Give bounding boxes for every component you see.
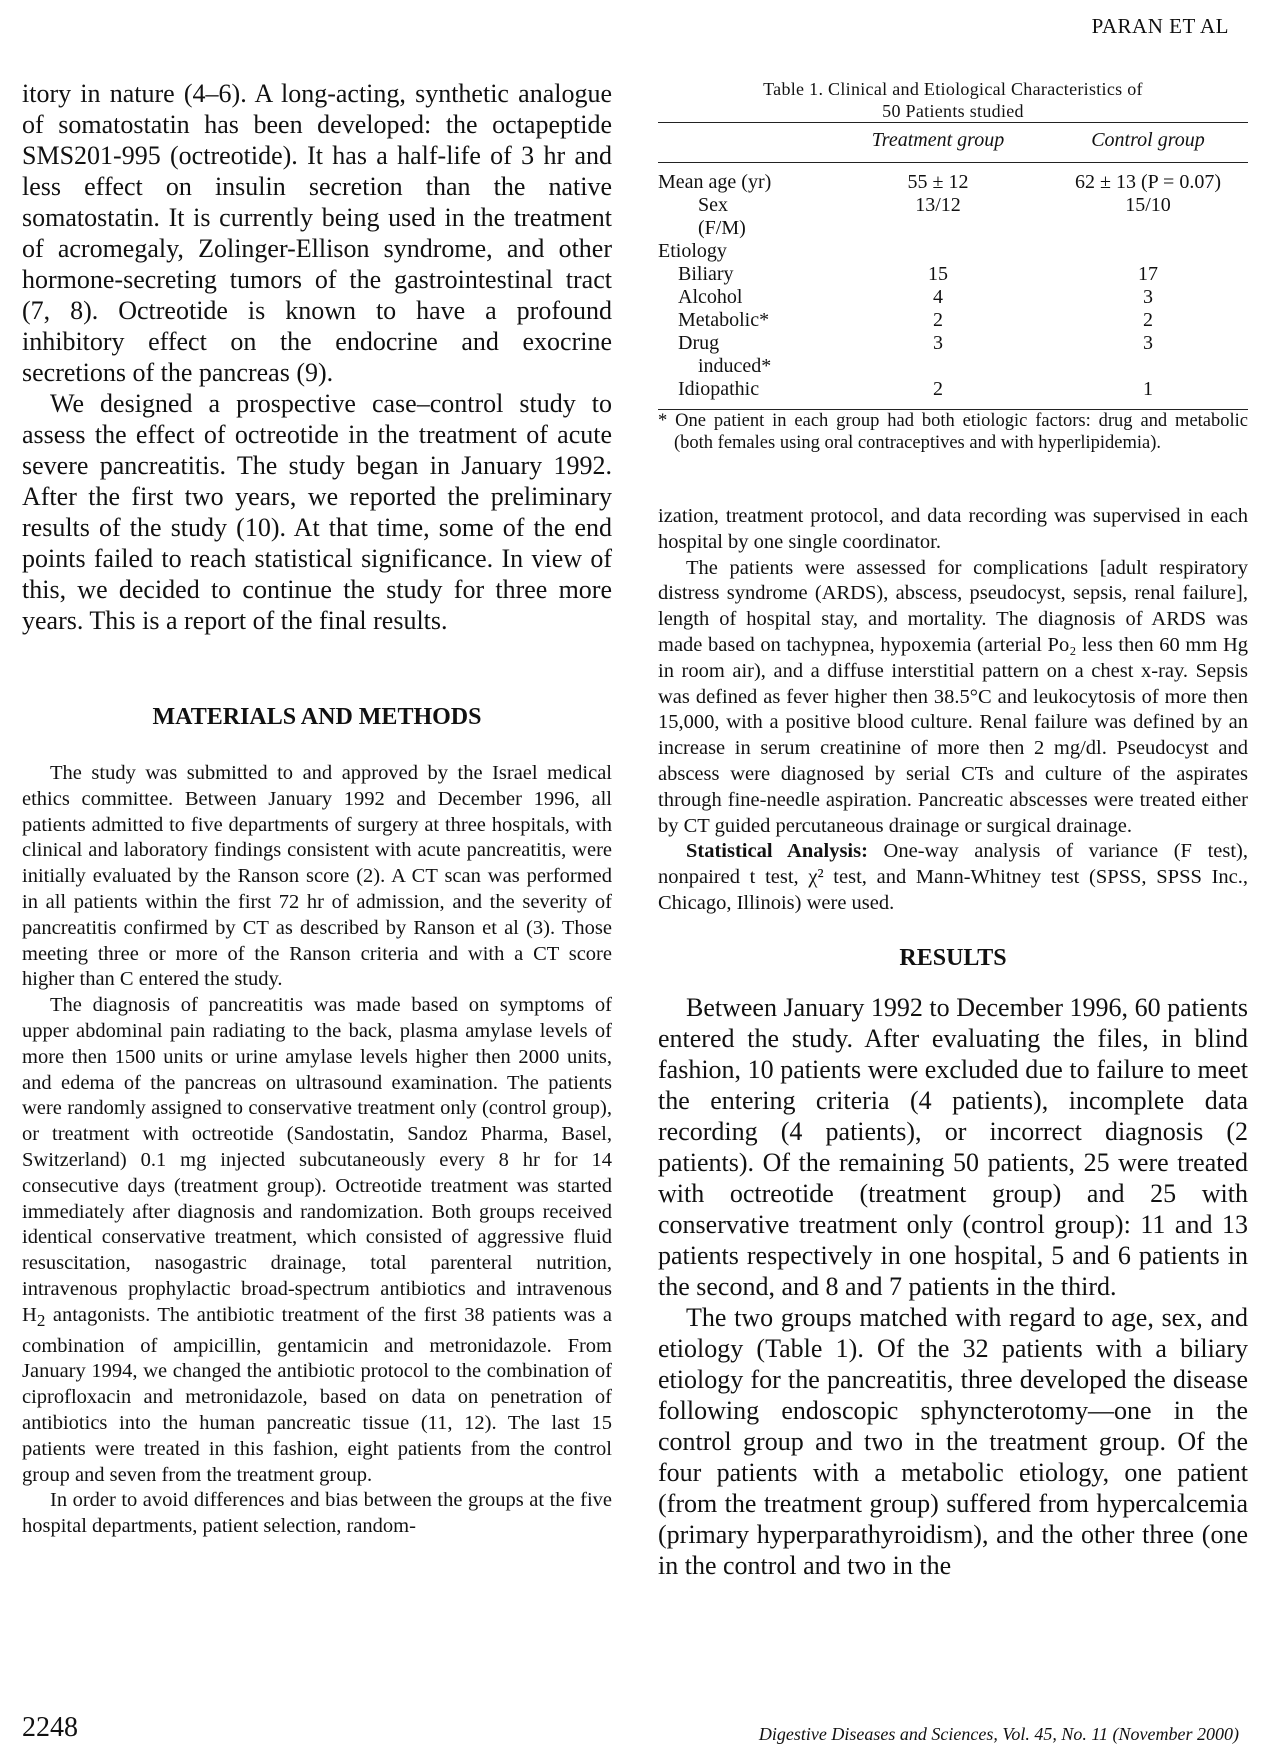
row-treatment: 4 [933, 286, 943, 308]
row-control: 3 [1143, 332, 1153, 354]
intro-paragraph-2: We designed a prospective case–control study to assess the effect of octreotide in the treatment of acute severe pancreatitis. The study began in January 1992. After the first two years, we reported the preliminary results of the study (10). At that time, some of the end points failed to reach statistical significance. In view of this, we decided to continue the study for three more years. This is a report of the final results. [22, 389, 612, 635]
results-heading: RESULTS [899, 944, 1007, 971]
row-label: Biliary [678, 263, 734, 285]
intro-paragraph-1: itory in nature (4–6). A long-acting, synthetic analogue of somatostatin has been developed: the octapeptide SMS201-995 (octreotide). It has a half-life of 3 hr and less effect on insulin secretion than the native somatostatin. It is currently being used in the treatment of acromegaly, Zolinger-Ellison syndrome, and other hormone-secreting tumors of the gastrointestinal tract (7, 8). Octreotide is known to have a profound inhibitory effect on the endocrine and exocrine secretions of the pancreas (9). [22, 79, 612, 387]
row-label: Etiology [658, 240, 727, 262]
row-label: Mean age (yr) [658, 171, 772, 193]
statistical-analysis-label: Statistical Analysis: [686, 840, 868, 863]
col-header-treatment: Treatment group [871, 129, 1005, 151]
table-row [658, 194, 1248, 217]
results-paragraph-2: The two groups matched with regard to age, sex, and etiology (Table 1). Of the 32 patients with a biliary etiology for the pancreatitis, three developed the disease following endoscopic sphyncterotomy—one in the control group and two in the treatment group. Of the four patients with a metabolic etiology, one patient (from the treatment group) suffered from hypercalcemia (primary hyperparathyroidism), and the other three (one in the control and two in the [658, 1302, 1248, 1580]
row-control: 2 [1143, 309, 1153, 331]
table-header-blank [658, 123, 828, 163]
table-body [658, 123, 1248, 410]
table-header-row [658, 123, 1248, 163]
h2-subscript: 2 [36, 1310, 46, 1330]
row-control: 62 ± 13 (P = 0.07) [1075, 171, 1221, 193]
methods-paragraph-4: The patients were assessed for complications [adult respiratory distress syndrome (ARDS), abscess, pseudocyst, sepsis, renal failure], length of hospital stay, and mortality. The diagnosis of ARDS was made based on tachypnea, hypoxemia (arterial Po₂ less then 60 mm Hg in room air), and a diffuse interstitial pattern on a chest x-ray. Sepsis was defined as fever higher then 38.5°C and leukocytosis of more then 15,000, with a positive blood culture. Renal failure was defined by an increase in serum creatinine of more then 2 mg/dl. Pseudocyst and abscess were diagnosed by serial CTs and culture of the aspirates through fine-needle aspiration. Pancreatic abscesses were treated either by CT guided percutaneous drainage or surgical drainage. [658, 556, 1248, 837]
row-label: (F/M) [698, 217, 746, 239]
row-label: Idiopathic [678, 378, 760, 400]
table-row [658, 240, 1248, 263]
col-header-control: Control group [1091, 129, 1205, 151]
left-column [22, 78, 612, 1540]
right-column [658, 78, 1248, 1581]
row-control: 1 [1143, 378, 1153, 400]
methods-continuation: ization, treatment protocol, and data recording was supervised in each hospital by one single coordinator. [658, 505, 1248, 553]
row-label: Alcohol [678, 286, 743, 308]
row-label: induced* [698, 355, 772, 377]
row-label: Sex [698, 194, 728, 216]
table-title [658, 78, 1248, 122]
row-control: 15/10 [1125, 194, 1171, 216]
row-label: Metabolic* [678, 309, 770, 331]
row-control: 3 [1143, 286, 1153, 308]
methods-paragraph-2-part-a: The diagnosis of pancreatitis was made based on symptoms of upper abdominal pain radiating to the back, plasma amylase levels of more then 1500 units or urine amylase levels higher then 2000 units, and edema of the pancreas on ultrasound examination. The patients were randomly assigned to conservative treatment only (control group), or treatment with octreotide (Sandostatin, Sandoz Pharma, Basel, Switzerland) 0.1 mg injected subcutaneously every 8 hr for 14 consecutive days (treatment group). Octreotide treatment was started immediately after diagnosis and randomization. Both groups received identical conservative treatment, which consisted of aggressive fluid resuscitation, nasogastric drainage, total parenteral nutrition, intravenous prophylactic broad-spectrum antibiotics and intravenous H [22, 994, 612, 1326]
table-1 [658, 78, 1248, 454]
methods-paragraph-2 [22, 993, 612, 1488]
methods-heading: MATERIALS AND METHODS [152, 704, 482, 730]
row-label: Drug [678, 332, 720, 354]
row-treatment: 2 [933, 309, 943, 331]
row-control [1048, 355, 1248, 378]
row-treatment: 55 ± 12 [907, 171, 969, 193]
table-row [658, 378, 1248, 410]
table-footnote: * One patient in each group had both etiologic factors: drug and metabolic (both females using oral contraceptives and with hyperlipidemia). [658, 411, 1248, 453]
methods-paragraph-2-part-b: antagonists. The antibiotic treatment of the first 38 patients was a combination of ampicillin, gentamicin and metronidazole. From January 1994, we changed the antibiotic protocol to the combination of ciprofloxacin and metronidazole, based on data on penetration of antibiotics into the human pancreatic tissue (11, 12). The last 15 patients were treated in this fashion, eight patients from the control group and seven from the treatment group. [22, 1303, 612, 1486]
results-paragraph-1: Between January 1992 to December 1996, 60 patients entered the study. After evaluating the files, in blind fashion, 10 patients were excluded due to failure to meet the entering criteria (4 patients), incomplete data recording (4 patients), or incorrect diagnosis (2 patients). Of the remaining 50 patients, 25 were treated with octreotide (treatment group) and 25 with conservative treatment only (control group): 11 and 13 patients respectively in one hospital, 5 and 6 patients in the second, and 8 and 7 patients in the third. [658, 992, 1248, 1301]
table-row [658, 263, 1248, 286]
page-number: 2248 [22, 1712, 78, 1743]
row-control [1048, 217, 1248, 240]
row-treatment [828, 355, 1048, 378]
row-treatment: 15 [928, 263, 948, 285]
journal-citation: Digestive Diseases and Sciences, Vol. 45, No. 11 (November 2000) [758, 1724, 1239, 1744]
running-head: PARAN ET AL [1091, 14, 1229, 38]
table-row [658, 217, 1248, 240]
methods-paragraph-1: The study was submitted to and approved by the Israel medical ethics committee. Between January 1992 and December 1996, all patients admitted to five departments of surgery at three hospitals, with clinical and laboratory findings consistent with acute pancreatitis, were initially evaluated by the Ranson score (2). A CT scan was performed in all patients within the first 72 hr of admission, and the severity of pancreatitis confirmed by CT as described by Ranson et al (3). Those meeting three or more of the Ranson criteria and with a CT score higher than C entered the study. [22, 762, 612, 991]
table-row [658, 309, 1248, 332]
table-row [658, 332, 1248, 355]
table-title-line-2: 50 Patients studied [882, 101, 1024, 121]
methods-paragraph-3: In order to avoid differences and bias between the groups at the five hospital departments, patient selection, random- [22, 1489, 612, 1538]
row-control: 17 [1138, 263, 1158, 285]
statistical-analysis-paragraph [658, 839, 1248, 916]
row-treatment: 13/12 [915, 194, 961, 216]
statistical-analysis-text: One-way analysis of variance (F test), nonpaired t test, χ² test, and Mann-Whitney test (SPSS, SPSS Inc., Chicago, Illinois) were used. [658, 840, 1248, 914]
row-treatment: 3 [933, 332, 943, 354]
table-row [658, 286, 1248, 309]
table-title-line-1: Table 1. Clinical and Etiological Characteristics of [763, 79, 1143, 99]
row-control [1048, 240, 1248, 263]
table-row [658, 163, 1248, 195]
row-treatment [828, 217, 1048, 240]
row-treatment [828, 240, 1048, 263]
row-treatment: 2 [933, 378, 943, 400]
table-row [658, 355, 1248, 378]
